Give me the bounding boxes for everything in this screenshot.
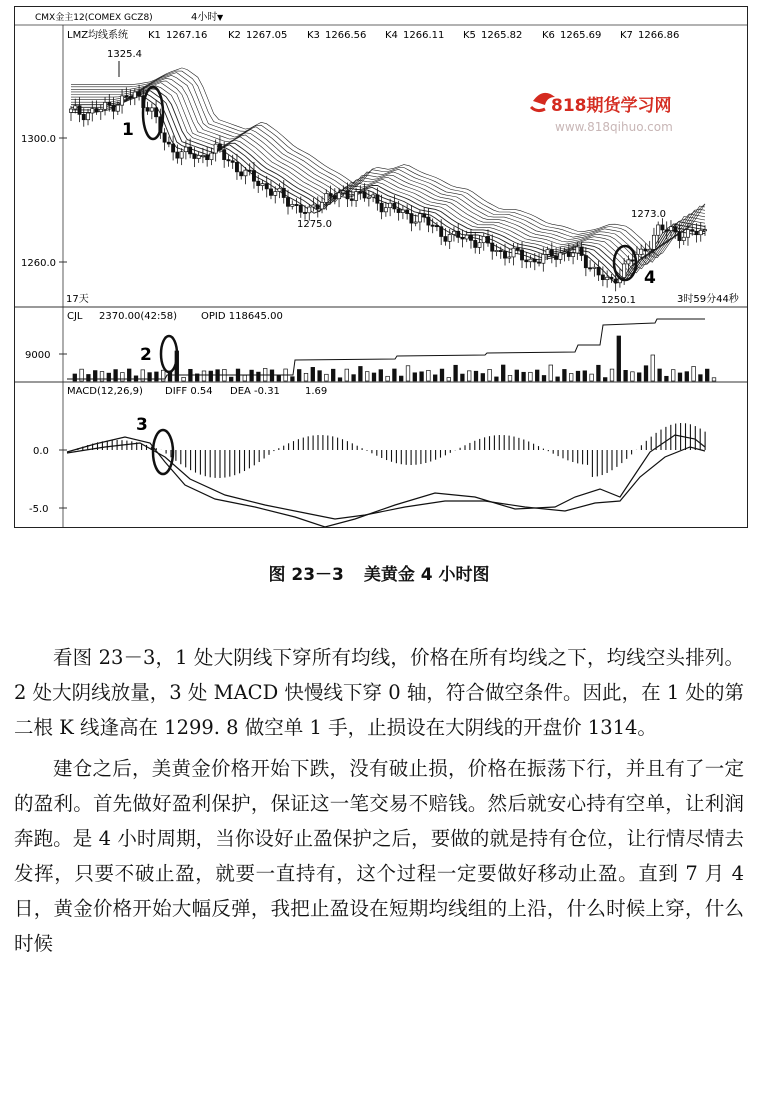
- macd-name[interactable]: MACD(12,26,9): [67, 386, 143, 397]
- candle-body: [584, 255, 587, 267]
- candle-body: [303, 212, 306, 213]
- volume-bar: [481, 374, 485, 381]
- volume-bar: [569, 374, 573, 381]
- volume-bar: [325, 374, 329, 381]
- candle-body: [329, 194, 332, 197]
- volume-value: 2370.00(42:58): [99, 311, 177, 322]
- volume-bar: [610, 369, 614, 381]
- volume-bar: [651, 355, 655, 381]
- candle-body: [278, 188, 281, 191]
- candle-body: [337, 193, 340, 199]
- watermark-title: 818期货学习网: [551, 96, 672, 116]
- k1-value: 1267.16: [166, 30, 208, 41]
- volume-bar: [393, 369, 397, 381]
- candle-body: [491, 243, 494, 251]
- candle-body: [240, 172, 243, 176]
- candle-body: [308, 207, 311, 213]
- candle-body: [103, 102, 106, 109]
- macd-tick-neg5: -5.0: [29, 504, 49, 515]
- candle-body: [116, 105, 119, 111]
- volume-bar: [665, 376, 669, 381]
- volume-bar: [345, 369, 349, 381]
- candle-body: [189, 147, 192, 154]
- candle-body: [423, 214, 426, 217]
- candle-body: [235, 162, 238, 171]
- volume-bar: [637, 373, 641, 381]
- candle-body: [563, 252, 566, 253]
- volume-bar: [420, 372, 424, 381]
- k2-label: K2: [228, 30, 241, 41]
- candle-body: [359, 192, 362, 193]
- k3-label: K3: [307, 30, 320, 41]
- marker-4-label: 4: [644, 268, 656, 288]
- macd-dea: DEA -0.31: [230, 386, 280, 397]
- candle-body: [414, 222, 417, 223]
- macd-tick-0: 0.0: [33, 446, 49, 457]
- candle-body: [452, 231, 455, 234]
- volume-bar: [379, 370, 383, 381]
- candle-body: [661, 225, 664, 230]
- candle-body: [457, 231, 460, 237]
- chevron-down-icon: ▼: [217, 13, 224, 22]
- candle-body: [571, 253, 574, 257]
- candle-body: [401, 210, 404, 213]
- price-tick-1300: 1300.0: [21, 134, 56, 145]
- volume-bar: [685, 372, 689, 381]
- volume-bar: [277, 376, 281, 381]
- candle-body: [95, 109, 98, 112]
- candle-body: [525, 260, 528, 262]
- candle-body: [576, 247, 579, 253]
- candle-body: [593, 267, 596, 268]
- candle-body: [176, 152, 179, 158]
- candle-body: [623, 264, 626, 278]
- volume-bar: [508, 375, 512, 381]
- volume-bar: [692, 366, 696, 381]
- candle-body: [589, 268, 592, 269]
- article-body: [14, 640, 744, 967]
- candle-body: [248, 170, 251, 171]
- volume-bar: [243, 375, 247, 381]
- candle-body: [78, 106, 81, 115]
- volume-bar: [182, 377, 186, 381]
- candle-body: [129, 97, 132, 98]
- candle-body: [367, 197, 370, 198]
- volume-bar: [433, 375, 437, 381]
- volume-bar: [631, 372, 635, 381]
- macd-value: 1.69: [305, 386, 328, 397]
- candle-body: [601, 275, 604, 280]
- candle-body: [508, 257, 511, 258]
- candle-body: [537, 262, 540, 263]
- candle-body: [99, 109, 102, 111]
- candle-body: [333, 196, 336, 198]
- candle-body: [218, 144, 221, 149]
- volume-bar: [291, 377, 295, 381]
- k5-value: 1265.82: [481, 30, 523, 41]
- price-chart: [15, 7, 747, 527]
- volume-bar: [87, 374, 91, 381]
- candle-body: [614, 279, 617, 283]
- candle-body: [478, 243, 481, 248]
- volume-bar: [372, 373, 376, 381]
- watermark-logo: [531, 93, 673, 134]
- volume-bar: [461, 374, 465, 381]
- candle-body: [610, 277, 613, 279]
- volume-bar: [447, 378, 451, 381]
- candle-body: [69, 109, 72, 112]
- marker-2-label: 2: [140, 345, 152, 365]
- marker-1-label: 1: [122, 120, 134, 140]
- candle-body: [393, 203, 396, 209]
- k3-value: 1266.56: [325, 30, 367, 41]
- volume-bar: [644, 366, 648, 381]
- marker-3-label: 3: [136, 415, 148, 435]
- candle-body: [533, 259, 536, 262]
- k4-value: 1266.11: [403, 30, 445, 41]
- k6-value: 1265.69: [560, 30, 602, 41]
- candle-body: [529, 259, 532, 262]
- candle-body: [125, 96, 128, 97]
- candle-body: [546, 250, 549, 255]
- candle-body: [410, 214, 413, 224]
- volume-bar: [155, 372, 159, 381]
- candle-body: [193, 154, 196, 159]
- volume-bar: [359, 366, 363, 381]
- k2-value: 1267.05: [246, 30, 288, 41]
- candle-body: [631, 260, 634, 261]
- volume-bar: [712, 378, 716, 381]
- indicator-name[interactable]: LMZ均线系统: [67, 30, 129, 41]
- volume-bar: [597, 365, 601, 381]
- candle-body: [372, 195, 375, 197]
- candle-body: [206, 155, 209, 159]
- candle-body: [210, 153, 213, 160]
- volume-opid: OPID 118645.00: [201, 311, 283, 322]
- candle-body: [120, 96, 123, 105]
- candle-body: [167, 142, 170, 144]
- candle-body: [197, 155, 200, 158]
- volume-bar: [257, 372, 261, 381]
- volume-bar: [467, 371, 471, 381]
- candle-body: [682, 237, 685, 240]
- candle-body: [657, 225, 660, 235]
- candle-body: [652, 235, 655, 249]
- candle-body: [274, 192, 277, 196]
- candle-body: [699, 230, 702, 234]
- candle-body: [201, 155, 204, 156]
- candle-body: [146, 108, 149, 112]
- volume-bar: [107, 373, 111, 381]
- candle-body: [418, 214, 421, 222]
- candle-body: [461, 237, 464, 239]
- candle-body: [350, 199, 353, 201]
- volume-bar: [311, 367, 315, 381]
- low-price-label-2: 1250.1: [601, 295, 636, 306]
- candle-body: [137, 92, 140, 96]
- candle-body: [86, 113, 89, 120]
- volume-bar: [529, 372, 533, 381]
- candle-body: [112, 105, 115, 111]
- volume-bar: [454, 365, 458, 381]
- candle-body: [695, 231, 698, 234]
- candle-body: [554, 256, 557, 259]
- candle-body: [291, 204, 294, 206]
- candle-body: [580, 247, 583, 256]
- candle-body: [91, 109, 94, 113]
- candle-body: [325, 194, 328, 203]
- volume-name[interactable]: CJL: [67, 311, 83, 322]
- volume-bar: [413, 373, 417, 381]
- volume-bar: [318, 371, 322, 381]
- volume-bar: [705, 369, 709, 381]
- candle-body: [269, 189, 272, 196]
- candle-body: [316, 205, 319, 209]
- volume-bar: [229, 377, 233, 381]
- volume-bar: [474, 371, 478, 381]
- volume-bar: [522, 372, 526, 381]
- candle-body: [257, 181, 260, 185]
- macd-diff: DIFF 0.54: [165, 386, 213, 397]
- candle-body: [444, 236, 447, 241]
- high-price-label: 1325.4: [107, 49, 142, 60]
- paragraph-2: 建仓之后，美黄金价格开始下跌，没有破止损，价格在振荡下行，并且有了一定的盈利。首先做好盈利保护，保证这一笔交易不赔钱。然后就安心持有空单，让利润奔跑。是 4 小时周期，当你设好止盈保护之后，要做的就是持有仓位，让行情尽情去发挥，只要不破止盈，就要一直持有，这个过程一定要做好移动止盈。直到 7 月 4 日，黄金价格开始大幅反弹，我把止盈设在短期均线组的上沿，什么时候上穿，什么时候: [14, 757, 744, 955]
- macd-diff-line: [67, 435, 705, 527]
- candle-body: [312, 205, 315, 207]
- k5-label: K5: [463, 30, 476, 41]
- candle-body: [163, 133, 166, 142]
- volume-bar: [365, 372, 369, 381]
- candle-body: [567, 252, 570, 257]
- volume-bar: [678, 373, 682, 381]
- volume-bar: [399, 376, 403, 381]
- volume-bar: [699, 375, 703, 381]
- candle-body: [559, 253, 562, 260]
- candle-body: [265, 184, 268, 189]
- candle-body: [512, 248, 515, 257]
- volume-bar: [576, 371, 580, 381]
- candle-body: [648, 249, 651, 251]
- candle-body: [184, 147, 187, 152]
- volume-bar: [488, 369, 492, 381]
- k7-value: 1266.86: [638, 30, 680, 41]
- candle-body: [82, 114, 85, 119]
- candle-body: [606, 277, 609, 279]
- candle-body: [354, 192, 357, 201]
- volume-bar: [73, 374, 77, 381]
- volume-tick-9000: 9000: [25, 350, 51, 361]
- volume-bar: [440, 369, 444, 381]
- candle-body: [282, 188, 285, 197]
- candle-body: [320, 202, 323, 209]
- candle-body: [499, 250, 502, 251]
- candle-body: [74, 106, 77, 109]
- volume-bar: [209, 371, 213, 381]
- candle-body: [665, 230, 668, 231]
- volume-bar: [304, 373, 308, 381]
- candle-body: [299, 205, 302, 212]
- candle-body: [640, 249, 643, 254]
- volume-bar: [583, 371, 587, 381]
- candle-body: [252, 171, 255, 182]
- volume-bar: [352, 375, 356, 381]
- candle-body: [214, 144, 217, 153]
- candle-body: [644, 249, 647, 251]
- candle-body: [495, 250, 498, 251]
- candle-body: [397, 209, 400, 213]
- countdown-label: 3时59分44秒: [677, 294, 739, 305]
- chart-frame: [14, 6, 748, 528]
- candle-body: [244, 170, 247, 176]
- volume-bar: [406, 366, 410, 381]
- candle-body: [440, 227, 443, 237]
- volume-bar: [134, 376, 138, 381]
- volume-bar: [671, 370, 675, 381]
- candle-body: [703, 230, 706, 231]
- volume-bar: [549, 365, 553, 381]
- candle-body: [516, 248, 519, 250]
- candle-body: [550, 250, 553, 257]
- figure-title: 美黄金 4 小时图: [363, 565, 490, 585]
- candle-body: [384, 208, 387, 212]
- volume-bar: [338, 378, 342, 381]
- volume-bar: [590, 374, 594, 381]
- candle-body: [435, 226, 438, 227]
- days-label: 17天: [66, 294, 89, 305]
- figure-caption: [0, 560, 758, 585]
- price-tick-1260: 1260.0: [21, 258, 56, 269]
- volume-bar: [121, 373, 125, 381]
- candle-body: [376, 195, 379, 203]
- figure-number: 图 23－3: [268, 565, 344, 585]
- candle-body: [674, 227, 677, 232]
- candle-body: [486, 236, 489, 243]
- candle-body: [261, 184, 264, 186]
- candle-body: [542, 254, 545, 263]
- candle-body: [108, 102, 111, 105]
- candle-body: [520, 250, 523, 260]
- volume-bar: [658, 369, 662, 381]
- volume-bar: [202, 371, 206, 381]
- candle-body: [155, 108, 158, 117]
- candle-body: [231, 161, 234, 163]
- candle-body: [469, 235, 472, 240]
- candle-body: [503, 251, 506, 258]
- candle-body: [133, 92, 136, 98]
- volume-bar: [427, 370, 431, 381]
- volume-bar: [617, 336, 621, 381]
- candle-body: [295, 204, 298, 205]
- candle-body: [150, 108, 153, 111]
- volume-bar: [542, 375, 546, 381]
- candle-body: [342, 191, 345, 193]
- candle-body: [227, 160, 230, 161]
- volume-bar: [501, 365, 505, 381]
- symbol-label: CMX金主12(COMEX GCZ8): [35, 13, 153, 23]
- candle-body: [406, 210, 409, 214]
- candle-body: [482, 236, 485, 242]
- candle-body: [448, 235, 451, 242]
- volume-bar: [535, 370, 539, 381]
- watermark-url: www.818qihuo.com: [555, 120, 673, 134]
- volume-bar: [515, 370, 519, 381]
- low-price-label-1: 1275.0: [297, 219, 332, 230]
- k7-label: K7: [620, 30, 633, 41]
- period-label[interactable]: 4小时: [191, 12, 218, 23]
- volume-bar: [331, 369, 335, 381]
- volume-bar: [563, 369, 567, 381]
- k4-label: K4: [385, 30, 398, 41]
- candle-body: [465, 235, 468, 239]
- volume-bar: [100, 372, 104, 381]
- volume-bar: [556, 377, 560, 381]
- marker-2-circle: [161, 336, 177, 372]
- candle-body: [678, 232, 681, 241]
- candle-body: [172, 144, 175, 152]
- candle-body: [223, 150, 226, 160]
- candle-body: [286, 198, 289, 207]
- volume-bar: [624, 370, 628, 381]
- paragraph-1: 看图 23－3，1 处大阴线下穿所有均线，价格在所有均线之下，均线空头排列。2 处大阴线放量，3 处 MACD 快慢线下穿 0 轴，符合做空条件。因此，在 1 处的第二根 K 线逢高在 1299. 8 做空单 1 手，止损设在大阴线的开盘价 1314。: [14, 646, 744, 739]
- volume-bar: [386, 376, 390, 381]
- volume-bar: [297, 370, 301, 381]
- candle-body: [346, 191, 349, 199]
- candle-body: [180, 152, 183, 158]
- candle-body: [686, 230, 689, 238]
- candle-body: [474, 240, 477, 247]
- volume-bar: [495, 377, 499, 381]
- candle-body: [380, 203, 383, 212]
- k6-label: K6: [542, 30, 555, 41]
- candle-body: [627, 260, 630, 264]
- candle-body: [363, 192, 366, 198]
- candle-body: [669, 227, 672, 231]
- candle-body: [431, 225, 434, 226]
- candle-body: [597, 267, 600, 275]
- candle-body: [427, 217, 430, 225]
- volume-bar: [250, 370, 254, 381]
- candle-body: [691, 230, 694, 232]
- rebound-price-label: 1273.0: [631, 209, 666, 220]
- volume-bar: [603, 378, 607, 381]
- k1-label: K1: [148, 30, 161, 41]
- volume-bars: [73, 336, 716, 381]
- volume-bar: [148, 373, 152, 381]
- candle-body: [389, 203, 392, 207]
